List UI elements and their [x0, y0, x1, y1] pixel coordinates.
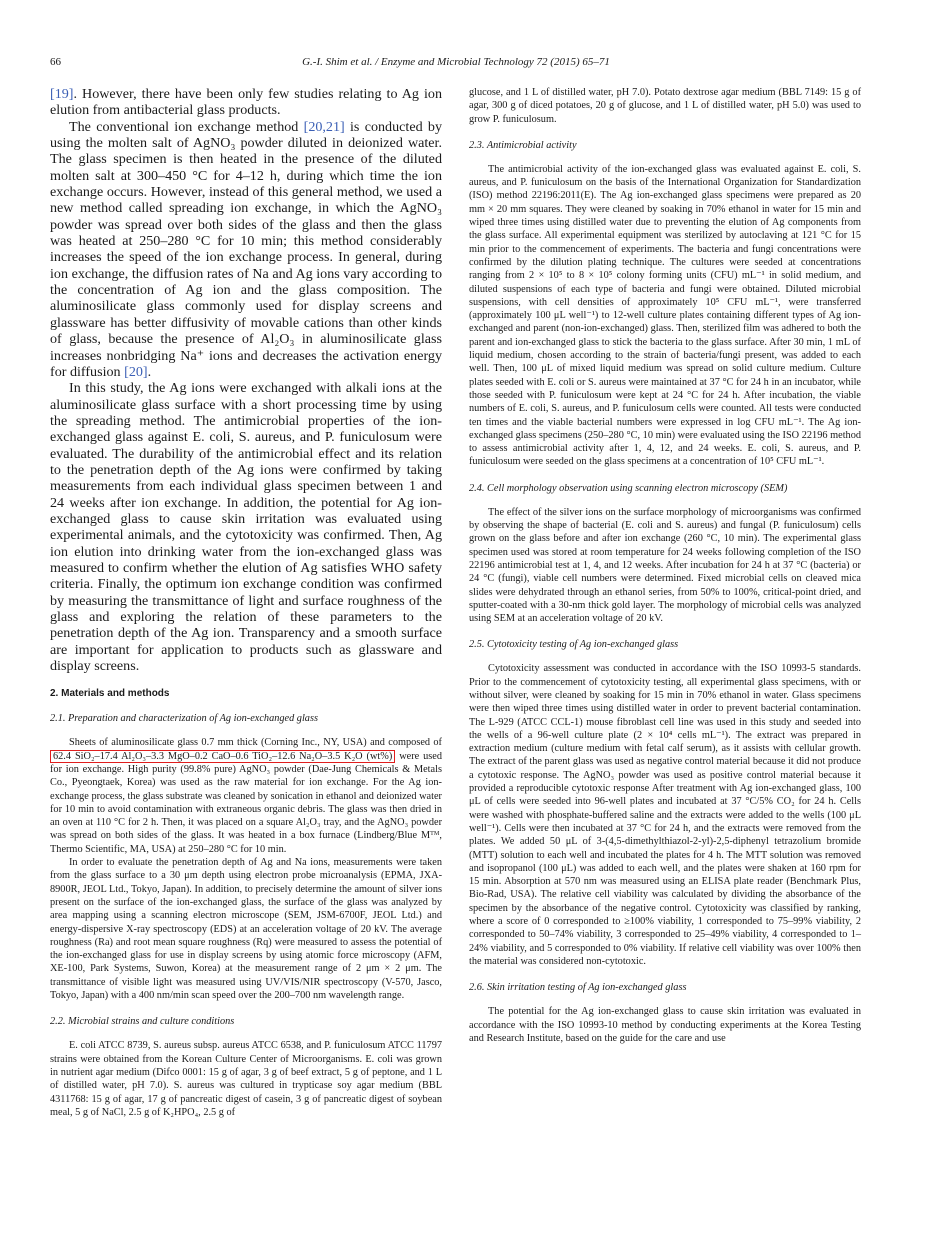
page-number: 66: [50, 56, 61, 68]
subsection-heading: 2.1. Preparation and characterization of Ag ion-exchanged glass: [50, 713, 318, 725]
journal-reference: G.-I. Shim et al. / Enzyme and Microbial Technology 72 (2015) 65–71: [302, 56, 610, 68]
subsection-heading: 2.2. Microbial strains and culture conditions: [50, 1016, 235, 1028]
methods-paragraph: Sheets of aluminosilicate glass 0.7 mm thick (Corning Inc., NY, USA) and composed of 62.4 SiO₂–17.4 Al₂O₃–3.3 MgO–0.2 CaO–0.6 TiO₂–12.6 Na₂O–3.5 K₂O (wt%) were used for ion exchange. High purity (99.8% pure) AgNO₃ powder (Dae-Jung Chemicals & Metals Co., Pyeongtaek, Korea) was used as the raw material for ion exchange. For the Ag ion-exchange process, the glass substrate was cleaned by sonication in ethanol and deionized water for 10 min to avoid contamination with extraneous organic debris. The glass was then dried in an oven at 110 °C for 2 h. Then, it was placed on a square Al₂O₃ tray, and the AgNO₃ powder was spread on both sides of the glass. It was heated in a box furnace (Lindberg/Blue Mᵀᴹ, Thermo Scientific, MA, USA) at 250–280 °C for 10 min.: [50, 737, 442, 855]
subsection-heading: 2.6. Skin irritation testing of Ag ion-exchanged glass: [469, 982, 687, 994]
citation-link[interactable]: [20]: [124, 363, 148, 380]
methods-paragraph: The antimicrobial activity of the ion-exchanged glass was evaluated against E. coli, S. aureus, and P. funiculosum on the basis of the International Organization for Standardization (ISO) method 22196:2011(E). The Ag ion-exchanged glass specimens were prepared as 20 mm × 20 mm squares. They were cleaned by soaking in 70% ethanol in water for 15 min and wiped three times using distilled water due to preventing the elution of Ag components from the glass surface. All experimental equipment was sterilized by autoclaving at 121 °C for 15 min prior to the commencement of experiments. The bacteria and fungi concentrations were confirmed by the dilution plating technique. The cultures were seeded at concentrations ranging from 2 × 10⁵ to 8 × 10⁵ colony forming units (CFU) mL⁻¹ in solid medium, and diluted suspensions of each type of bacteria and fungi were obtained. Diluted microbial suspensions, with cell densities of approximately 10⁵ CFU mL⁻¹, were transferred (approximately 100 μL well⁻¹) to 12-well culture plates containing different types of Ag ion-exchanged and parent (non-ion-exchanged) glass. Then, sterilized film was adhered to both the parent and ion-exchanged glass to stick the bacteria to the glass surface. After 30 min, 1 mL of liquid medium, chosen according to the strain of bacteria/fungi present, was added to each well. Then, 100 μL of mixed liquid medium was spread on solid culture medium. Culture plates seeded with E. coli or S. aureus were maintained at 37 °C for 24 h in an incubator, while those seeded with P. funiculosum were kept at 24 °C for 24 h. After incubation, the viable numbers of E. coli, S. aureus, and P. funiculosum cells were counted. All tests were conducted ten times and the viable bacterial numbers were expressed in log CFU mL⁻¹. The Ag ion-exchanged glass specimens (250–280 °C, 10 min) were evaluated using the ISO 22196 method to assess antimicrobial activity after 1, 4, 12, and 24 weeks. E. coli, S. aureus, and P. funiculosum were seeded on the glass specimens at a concentration of 10⁵ CFU mL⁻¹.: [469, 163, 861, 468]
right-column: [469, 86, 861, 1045]
subsection-heading: 2.4. Cell morphology observation using scanning electron microscopy (SEM): [469, 482, 788, 494]
subsection-heading: 2.3. Antimicrobial activity: [469, 139, 577, 151]
methods-paragraph: glucose, and 1 L of distilled water, pH 7.0). Potato dextrose agar medium (BBL 7149: 15 g of agar, 300 g of diced potatoes, 20 g of glucose, and 1 L of distilled water, pH 5.0) was used to grow P. funiculosum.: [469, 87, 861, 125]
citation-link[interactable]: [20,21]: [303, 118, 345, 135]
left-column: [50, 86, 442, 1119]
methods-paragraph: In order to evaluate the penetration depth of Ag and Na ions, measurements were taken from the glass surface to a 30 μm depth using electron probe microanalysis (EPMA, JXA-8900R, JEOL Ltd., Tokyo, Japan). In addition, to precisely determine the amount of silver ions present on the surface of the ion-exchanged glass, the surface of the glass was analyzed by area mapping using a scanning electron microscope (SEM, JSM-6700F, JEOL Ltd.) and energy-dispersive X-ray spectroscopy (EDS) at an acceleration voltage of 20 kV. The average roughness (Ra) and root mean square roughness (Rq) were measured to assess the potential of the ion-exchanged glass for use in display screens by using atomic force microscopy (AFM, XE-100, Park Systems, Suwon, Korea) at the measurement range of 2 μm × 2 μm. The transmittance of visible light was measured using UV/VIS/NIR spectroscopy (V-570, Jasco, Tokyo, Japan) with a 400 nm/min scan speed over the 200–700 nm wavelength range.: [50, 857, 442, 1002]
intro-paragraph-3: In this study, the Ag ions were exchanged with alkali ions at the aluminosilicate glass surface with a short processing time by using the spreading method. The antimicrobial properties of the ion-exchanged glass against E. coli, S. aureus, and P. funiculosum were evaluated. The durability of the antimicrobial effect and its relation to the penetration depth of the Ag ions were confirmed by taking measurements from each individual glass specimen between 1 and 24 weeks after ion exchange. In addition, the potential for Ag ion-exchanged glass to cause skin irritation was evaluated using experimental animals, and the cytotoxicity was confirmed. Then, Ag ion elution into drinking water from the ion-exchanged glass was measured to confirm whether the elution of Ag satisfies WHO safety criteria. Finally, the optimum ion exchange condition was confirmed by measuring the transmittance of light and surface roughness of the glass and exploring the relation of these parameters to the penetration depth of the Ag ion. Transparency and a smooth surface are important for application to products such as glassware and display screens.: [50, 380, 442, 675]
methods-paragraph: The potential for the Ag ion-exchanged glass to cause skin irritation was evaluated in accordance with the ISO 10993-10 method by conducting experiments at the Korea Testing and Research Institute, based on the guide for the care and use: [469, 1006, 861, 1044]
intro-paragraph-1: [19]. However, there have been only few studies relating to Ag ion elution from antibacterial glass products.: [50, 86, 442, 119]
intro-paragraph-2: The conventional ion exchange method [20,21] is conducted by using the molten salt of AgNO₃ powder diluted in deionized water. The glass specimen is then heated in the presence of the diluted molten salt at 300–450 °C for 4–12 h, during which time the ion exchange occurs. However, instead of this general method, we used a new method called spreading ion exchange, in which the AgNO₃ powder was spread over both sides of the glass and then the glass was heated at 250–280 °C for 10 min; this method considerably increases the speed of the ion exchange process. In general, during ion exchange, the diffusion rates of Na and Ag ions vary according to the concentration of Ag ion and the glass composition. The aluminosilicate glass commonly used for display screens and glassware has better diffusivity of movable cations than other kinds of glass, because the presence of Al₂O₃ in aluminosilicate glass increases nonbridging Na⁺ ions and decreases the activation energy for diffusion [20].: [50, 118, 442, 380]
methods-paragraph: The effect of the silver ions on the surface morphology of microorganisms was confirmed by observing the shape of bacterial (E. coli and S. aureus) and fungal (P. funiculosum) cells grown on the glass before and after ion exchange (260 °C, 10 min). The experimental glass specimen used was stored at room temperature for 24 weeks following completion of the ISO 22196 antimicrobial test at 1, 4, and 12 weeks. After incubation for 24 h at 37 °C (bacteria) or 24 °C (fungi), viable cell numbers were determined. Fixed microbial cells on cleaved mica slides were dehydrated through an ethanol series, from 50% to 100%, critical-point dried, and sputter-coated with a 30-nm thick gold layer. The morphology of microbial cells was analyzed using SEM at an acceleration voltage of 20 kV.: [469, 506, 861, 625]
section-heading: 2. Materials and methods: [50, 688, 170, 700]
highlighted-composition: 62.4 SiO₂–17.4 Al₂O₃–3.3 MgO–0.2 CaO–0.6 TiO₂–12.6 Na₂O–3.5 K₂O (wt%): [50, 750, 395, 763]
methods-paragraph: E. coli ATCC 8739, S. aureus subsp. aureus ATCC 6538, and P. funiculosum ATCC 11797 strains were obtained from the Korean Culture Center of Microorganisms. E. coli was grown in nutrient agar medium (Difco 0001: 15 g of agar, 3 g of beef extract, 5 g of peptone, and 1 L of distilled water, pH 7.0). S. aureus was cultured in trypticase soy agar medium (BBL 4311768: 15 g of agar, 17 g of pancreatic digest of casein, 3 g of pancreatic digest of soybean meal, 5 g of NaCl, 2.5 g of K₂HPO₄, 2.5 g of: [50, 1040, 442, 1118]
methods-paragraph: Cytotoxicity assessment was conducted in accordance with the ISO 10993-5 standards. Prior to the commencement of cytotoxicity testing, all experimental glass specimens, with or without silver, were cleaned by soaking for 15 min in 70% ethanol in water. Glass specimens were then wiped three times using distilled water in order to prevent bacterial contamination. The L-929 (ATCC CCL-1) mouse fibroblast cell line was used in this study and seeded into the wells of a 96-well culture plate (2 × 10⁴ cells mL⁻¹). The extract was prepared in extraction medium (culture medium with fetal calf serum), as it assists with cellular growth. The extract of the parent glass was used as negative control material because it did not produce a cytotoxic response. The AgNO₃ powder was used as positive control material because it provided a reproducible cytotoxic response After treatment with Ag ion-exchanged glass, 100 μL of cells were seeded into 96-well plates and incubated at 37 °C/5% CO₂ for 24 h. Cells were washed with phosphate-buffered saline and the extracts were added to the wells (100 μL well⁻¹). Cells were then incubated at 37 °C for 24 h, and the extracts were removed from the plates. We added 50 μL of 3-(4,5-dimethylthiazol-2-yl)-2,5-diphenyl tetrazolium bromide (MTT) solution to each well and incubated the plates for 4 h. The MTT solution was removed and isopropanol (100 μL) was added to each well, and the plates were shaken at 160 rpm for 15 min. Absorption at 570 nm was measured using an ELISA plate reader (Benchmark Plus, Bio-Rad, USA). The relative cell viability was calculated by dividing the absorbance of the specimen by the absorbance of the negative control. Cytotoxicity was classified by ranking, where a score of 0 corresponded to ≥100% viability, 1 corresponded to 75–99% viability, 2 corresponded to 50–74% viability, 3 corresponded to 25–49% viability, 4 corresponded to 1–24% viability, and 5 corresponded to 0% viability. If relative cell viability was over 100% then the material was considered non-cytotoxic.: [469, 663, 861, 967]
subsection-heading: 2.5. Cytotoxicity testing of Ag ion-exchanged glass: [469, 639, 679, 651]
citation-link[interactable]: [19]: [50, 86, 74, 102]
page-header: [50, 56, 862, 72]
